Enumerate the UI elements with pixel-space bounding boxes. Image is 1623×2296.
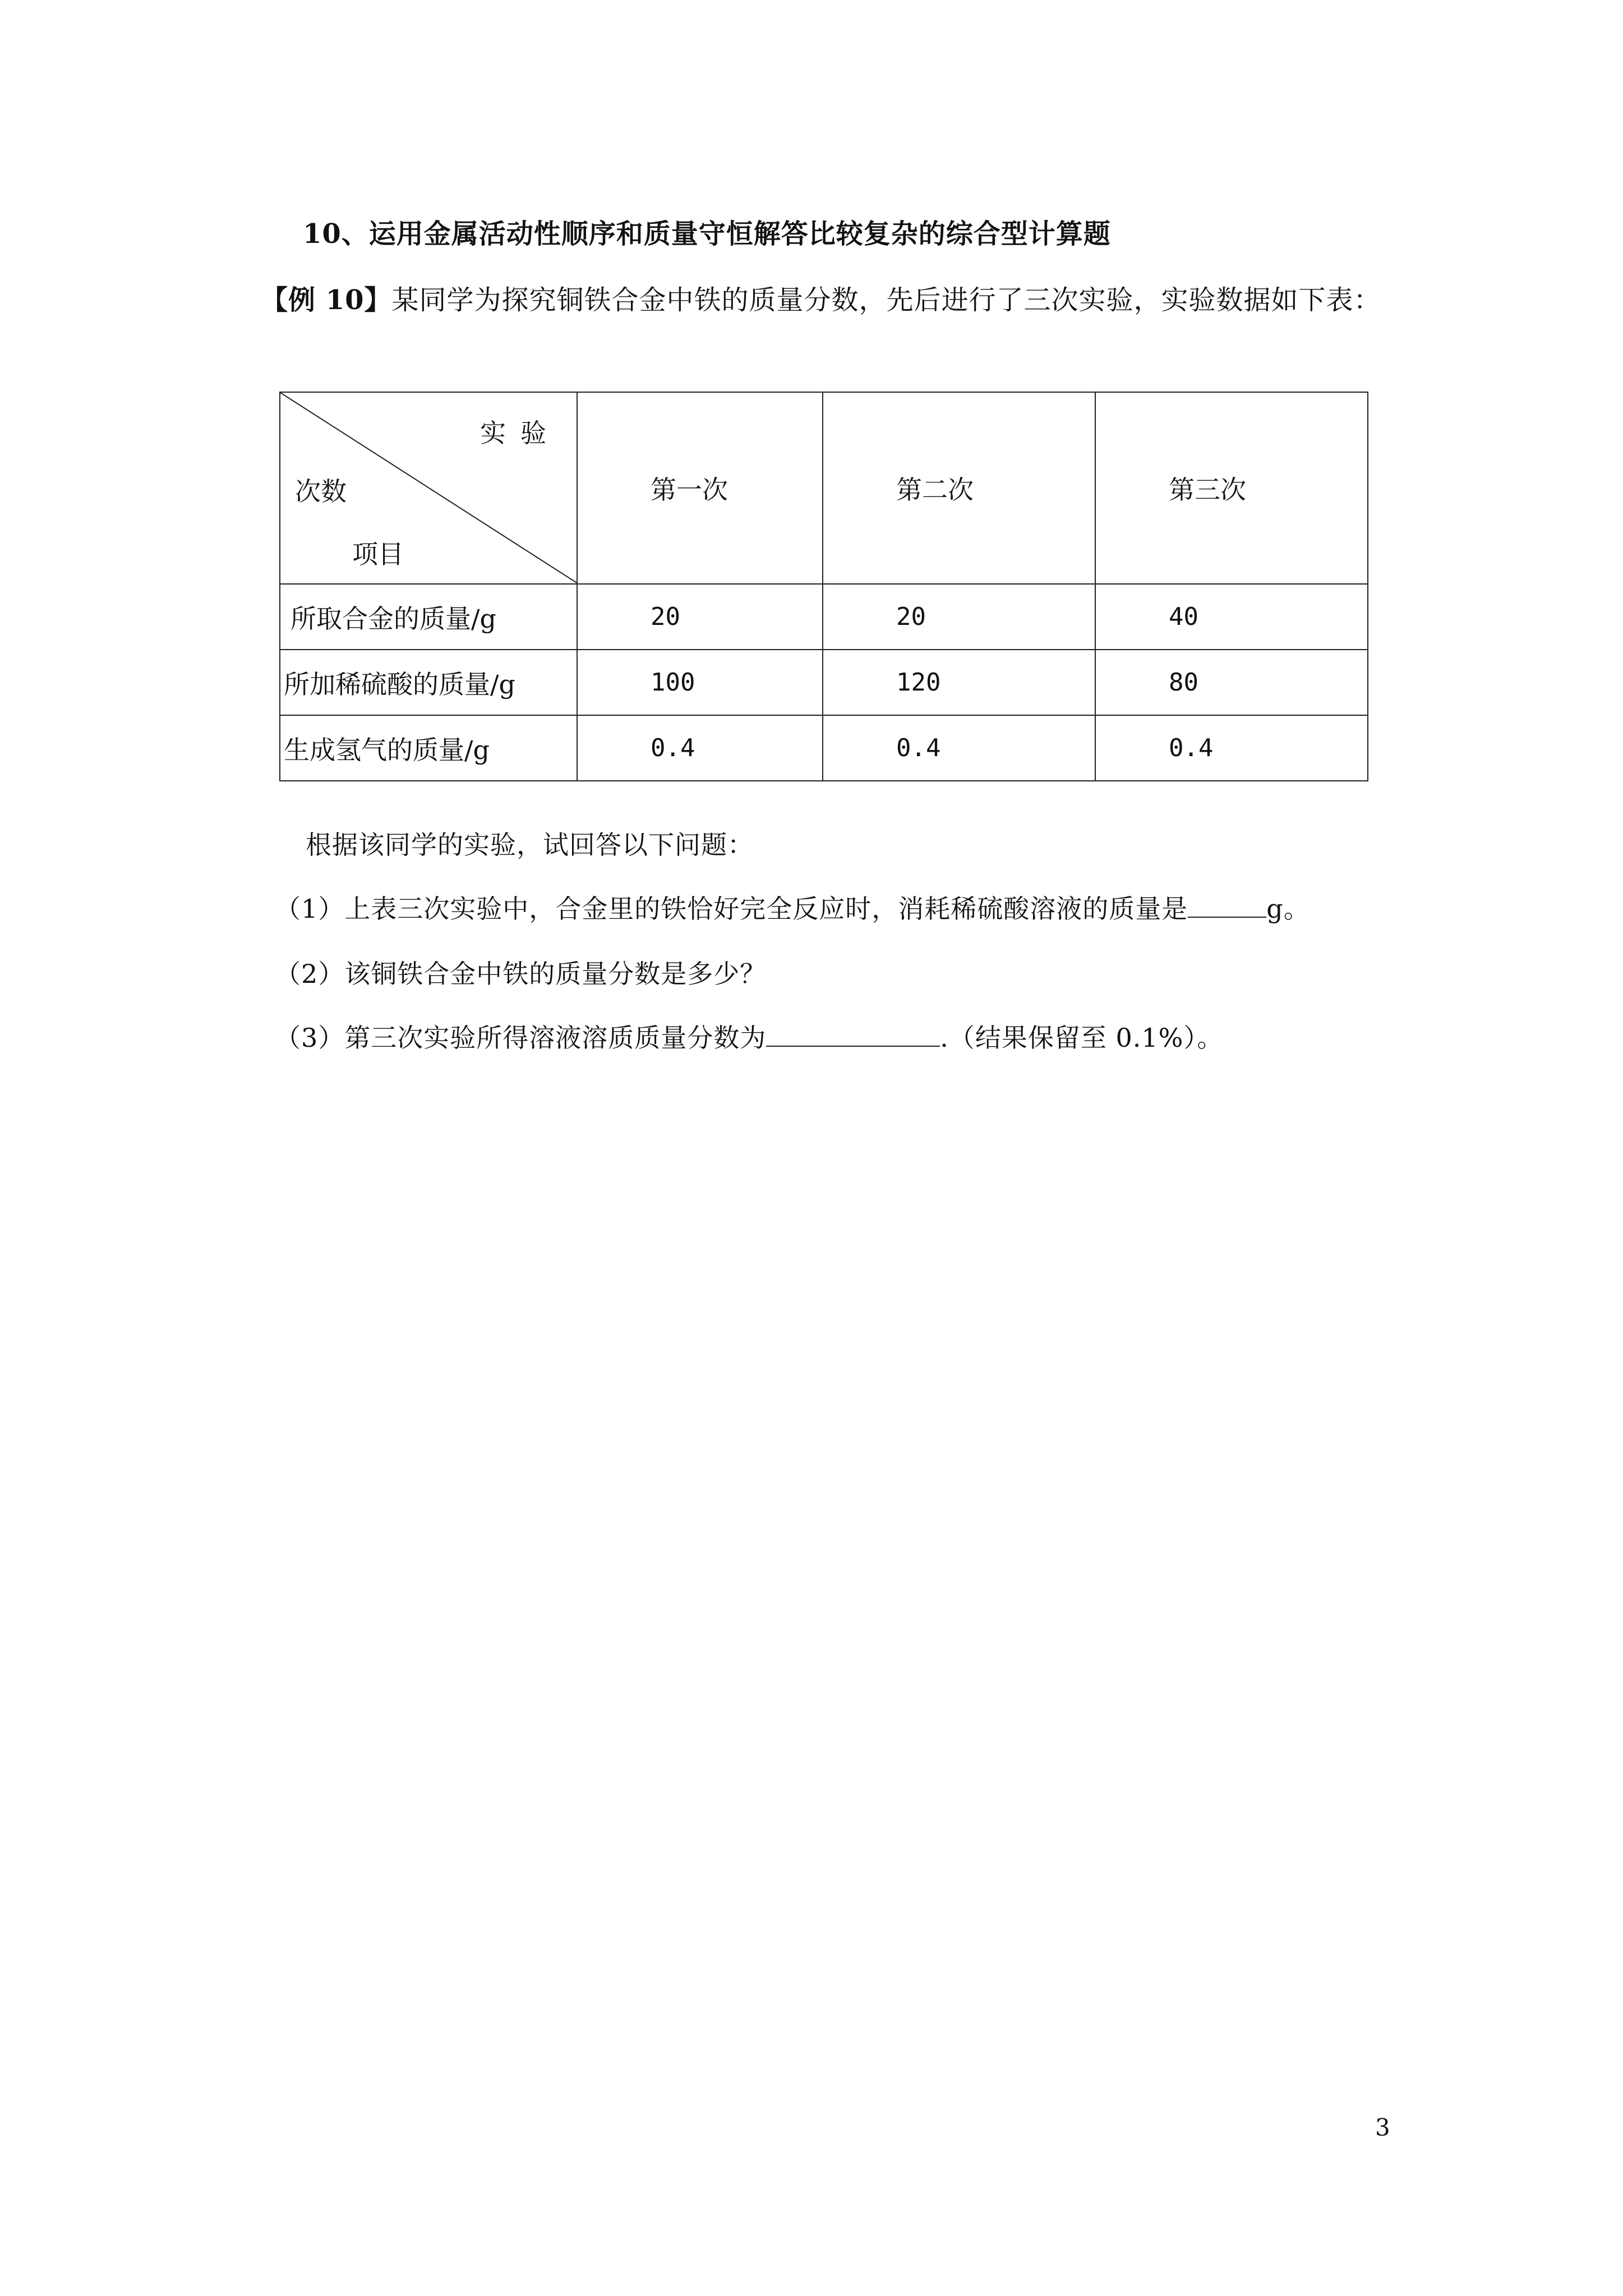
column-header-third: 第三次 bbox=[1095, 392, 1368, 584]
diagonal-header-cell bbox=[280, 392, 577, 584]
example-tag: 【例 10】 bbox=[261, 284, 392, 316]
answer-blank-1[interactable] bbox=[1188, 892, 1266, 918]
column-header-second: 第二次 bbox=[823, 392, 1095, 584]
table-row bbox=[280, 650, 1368, 715]
table-cell: 0.4 bbox=[577, 715, 823, 781]
question-1-text: （1）上表三次实验中，合金里的铁恰好完全反应时，消耗稀硫酸溶液的质量是 bbox=[275, 894, 1188, 924]
table-cell: 80 bbox=[1095, 650, 1368, 715]
question-3-text: （3）第三次实验所得溶液溶质质量分数为 bbox=[275, 1023, 767, 1053]
corner-label-item: 项目 bbox=[352, 539, 404, 569]
question-3-suffix: .（结果保留至 0.1%）。 bbox=[940, 1023, 1224, 1053]
question-2: （2）该铜铁合金中铁的质量分数是多少？ bbox=[275, 959, 767, 989]
table-cell: 20 bbox=[577, 584, 823, 650]
table-header-row bbox=[280, 392, 1368, 584]
experiment-data-table bbox=[279, 392, 1368, 781]
table-cell: 0.4 bbox=[1095, 715, 1368, 781]
answer-blank-3[interactable] bbox=[766, 1021, 940, 1047]
corner-label-count: 次数 bbox=[295, 476, 347, 507]
row-label-acid-mass: 所加稀硫酸的质量/g bbox=[280, 650, 577, 715]
example-text: 某同学为探究铜铁合金中铁的质量分数，先后进行了三次实验，实验数据如下表： bbox=[391, 284, 1381, 316]
table-cell: 0.4 bbox=[823, 715, 1095, 781]
page-number: 3 bbox=[1375, 2114, 1390, 2141]
question-3 bbox=[275, 1018, 1223, 1055]
table-row bbox=[280, 715, 1368, 781]
corner-label-experiment: 实验 bbox=[480, 418, 561, 448]
table-cell: 20 bbox=[823, 584, 1095, 650]
question-1-suffix: g。 bbox=[1266, 894, 1310, 924]
row-label-hydrogen-mass: 生成氢气的质量/g bbox=[280, 715, 577, 781]
question-prompt: 根据该同学的实验，试回答以下问题： bbox=[306, 830, 754, 860]
row-label-alloy-mass: 所取合金的质量/g bbox=[280, 584, 577, 650]
table-cell: 120 bbox=[823, 650, 1095, 715]
column-header-first: 第一次 bbox=[577, 392, 823, 584]
table-cell: 40 bbox=[1095, 584, 1368, 650]
table-row bbox=[280, 584, 1368, 650]
example-intro bbox=[261, 278, 1381, 317]
section-heading: 10、运用金属活动性顺序和质量守恒解答比较复杂的综合型计算题 bbox=[303, 218, 1111, 250]
table-cell: 100 bbox=[577, 650, 823, 715]
question-1 bbox=[275, 889, 1310, 926]
